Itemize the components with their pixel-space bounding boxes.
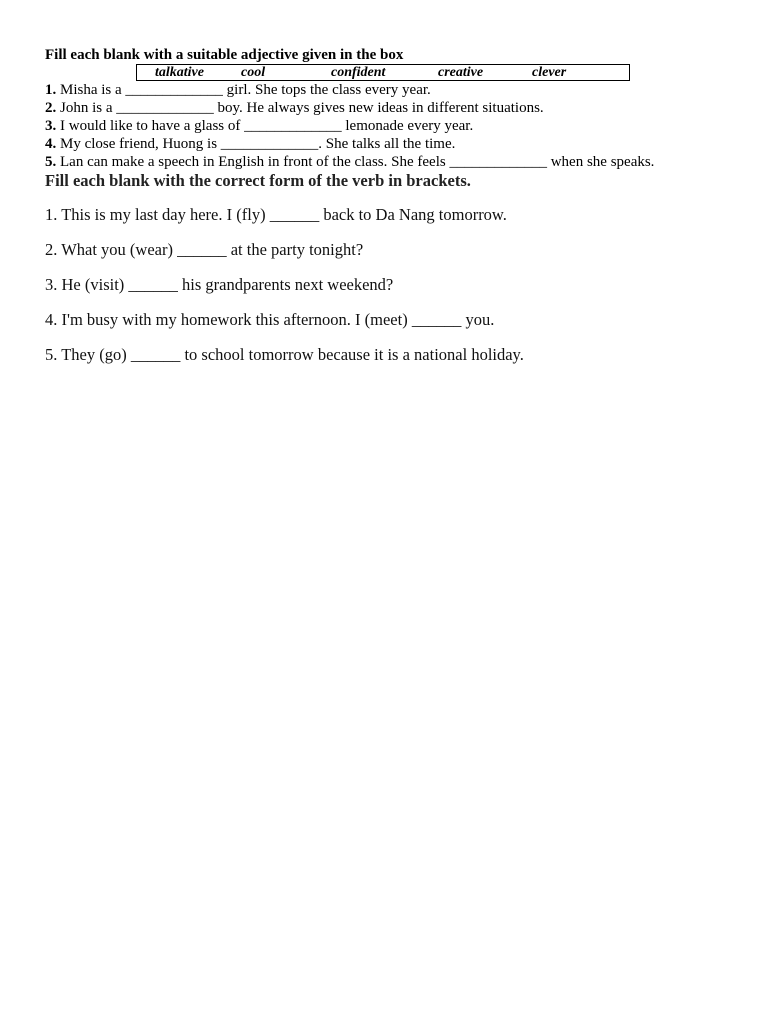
verb-exercise-title: Fill each blank with the correct form of the verb in brackets. bbox=[45, 171, 471, 190]
list-item: 5. They (go) ______ to school tomorrow because it is a national holiday. bbox=[45, 345, 524, 364]
worksheet bbox=[45, 46, 725, 380]
item-text: My close friend, Huong is _____________. She talks all the time. bbox=[56, 136, 456, 152]
item-number: 2. bbox=[45, 100, 57, 116]
word-clever: clever bbox=[532, 65, 567, 80]
item-number: 4. bbox=[45, 136, 57, 152]
list-item: 3. He (visit) ______ his grandparents next weekend? bbox=[45, 275, 394, 294]
item-number: 1. bbox=[45, 82, 57, 98]
item-text: John is a _____________ boy. He always gives new ideas in different situations. bbox=[56, 100, 544, 116]
item-text: Misha is a _____________ girl. She tops the class every year. bbox=[56, 82, 431, 98]
word-creative: creative bbox=[438, 65, 484, 80]
list-item bbox=[45, 153, 725, 171]
adjective-exercise-title: Fill each blank with a suitable adjective given in the box bbox=[45, 47, 404, 63]
word-talkative: talkative bbox=[155, 65, 204, 80]
list-item bbox=[45, 81, 725, 99]
list-item: 4. I'm busy with my homework this afternoon. I (meet) ______ you. bbox=[45, 310, 495, 329]
item-text: Lan can make a speech in English in front of the class. She feels _____________ when she speaks. bbox=[56, 154, 655, 170]
item-number: 3. bbox=[45, 118, 57, 134]
word-confident: confident bbox=[331, 65, 386, 80]
list-item: 1. This is my last day here. I (fly) ______ back to Da Nang tomorrow. bbox=[45, 205, 507, 224]
list-item: 2. What you (wear) ______ at the party tonight? bbox=[45, 240, 364, 259]
list-item bbox=[45, 135, 725, 153]
list-item bbox=[45, 99, 725, 117]
list-item bbox=[45, 117, 725, 135]
adjective-word-box bbox=[136, 64, 630, 81]
word-cool: cool bbox=[241, 65, 266, 80]
item-number: 5. bbox=[45, 154, 57, 170]
verb-exercise-list bbox=[45, 205, 725, 365]
item-text: I would like to have a glass of _____________ lemonade every year. bbox=[56, 118, 474, 134]
adjective-exercise-list bbox=[45, 81, 725, 171]
